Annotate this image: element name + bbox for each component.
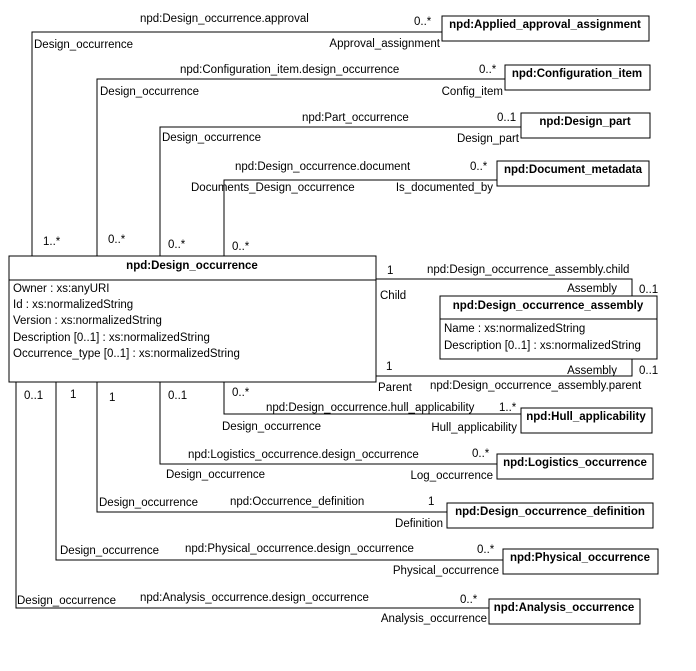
child-source-mult: 1 (387, 265, 394, 277)
logistics-assoc-name: npd:Logistics_occurrence.design_occurrence (188, 449, 419, 461)
class-configuration-item[interactable] (505, 65, 650, 90)
approval-source-mult: 1..* (43, 236, 61, 248)
assembly-class-name: npd:Design_occurrence_assembly (452, 300, 644, 312)
hull-target-role: Hull_applicability (431, 422, 517, 434)
logistics-source-mult: 0..1 (168, 390, 188, 402)
analysis-source-mult: 0..1 (24, 390, 44, 402)
definition-source-role: Design_occurrence (99, 497, 199, 509)
part-assoc-name: npd:Part_occurrence (302, 112, 409, 124)
class-design-part-name: npd:Design_part (539, 116, 631, 128)
approval-target-role: Approval_assignment (329, 38, 440, 50)
hull-target-mult: 1..* (499, 402, 517, 414)
part-target-role: Design_part (456, 133, 519, 145)
assembly-attr-name: Name : xs:normalizedString (444, 323, 586, 335)
config-source-role: Design_occurrence (100, 86, 200, 98)
analysis-source-role: Design_occurrence (17, 595, 117, 607)
main-attr-version: Version : xs:normalizedString (13, 315, 162, 327)
part-source-role: Design_occurrence (162, 132, 262, 144)
class-applied-approval[interactable] (442, 16, 649, 41)
assembly-attr-description: Description [0..1] : xs:normalizedString (444, 340, 641, 352)
assembly-class-box[interactable] (440, 296, 657, 359)
definition-target-role: Definition (395, 518, 443, 530)
config-assoc-name: npd:Configuration_item.design_occurrence (180, 64, 400, 76)
approval-source-role: Design_occurrence (34, 39, 134, 51)
logistics-source-role: Design_occurrence (166, 469, 266, 481)
parent-target-role: Assembly (567, 365, 617, 377)
class-logistics-occurrence[interactable] (497, 454, 653, 479)
child-target-mult: 0..1 (639, 284, 659, 296)
main-class-name: npd:Design_occurrence (126, 260, 258, 272)
approval-assoc-name: npd:Design_occurrence.approval (140, 13, 309, 25)
approval-target-mult: 0..* (414, 16, 432, 28)
main-attr-id: Id : xs:normalizedString (13, 299, 134, 311)
class-logistics-occurrence-name: npd:Logistics_occurrence (503, 457, 647, 469)
parent-target-mult: 0..1 (639, 365, 659, 377)
child-assoc-name: npd:Design_occurrence_assembly.child (427, 264, 630, 276)
class-applied-approval-name: npd:Applied_approval_assignment (449, 19, 641, 31)
definition-target-mult: 1 (428, 496, 435, 508)
physical-target-role: Physical_occurrence (392, 565, 499, 577)
analysis-target-role: Analysis_occurrence (380, 613, 487, 625)
main-attr-description: Description [0..1] : xs:normalizedString (13, 332, 210, 344)
class-hull-applicability-name: npd:Hull_applicability (526, 411, 646, 423)
analysis-target-mult: 0..* (460, 594, 478, 606)
class-physical-occurrence[interactable] (503, 549, 658, 574)
class-hull-applicability[interactable] (521, 408, 652, 433)
physical-assoc-name: npd:Physical_occurrence.design_occurrence (185, 543, 414, 555)
document-assoc-name: npd:Design_occurrence.document (235, 161, 411, 173)
class-design-part[interactable] (521, 113, 650, 138)
document-source-role: Documents_Design_occurrence (191, 182, 355, 194)
class-design-occurrence-definition-name: npd:Design_occurrence_definition (455, 506, 645, 518)
main-class-box[interactable] (9, 256, 376, 382)
part-source-mult: 0..* (168, 239, 186, 251)
class-physical-occurrence-name: npd:Physical_occurrence (510, 552, 650, 564)
hull-assoc-name: npd:Design_occurrence.hull_applicability (266, 402, 475, 414)
config-source-mult: 0..* (108, 234, 126, 246)
config-target-role: Config_item (441, 86, 503, 98)
physical-source-mult: 1 (70, 389, 77, 401)
main-attr-occurrence-type: Occurrence_type [0..1] : xs:normalizedString (13, 348, 240, 360)
class-analysis-occurrence[interactable] (489, 599, 640, 624)
logistics-target-role: Log_occurrence (410, 470, 493, 482)
hull-source-mult: 0..* (232, 387, 250, 399)
class-configuration-item-name: npd:Configuration_item (511, 68, 643, 80)
physical-target-mult: 0..* (477, 544, 495, 556)
class-design-occurrence-definition[interactable] (447, 503, 653, 528)
class-document-metadata-name: npd:Document_metadata (503, 164, 643, 176)
document-target-role: Is_documented_by (395, 182, 493, 194)
parent-source-role: Parent (378, 382, 412, 394)
parent-assoc-name: npd:Design_occurrence_assembly.parent (430, 380, 642, 392)
part-target-mult: 0..1 (497, 112, 517, 124)
child-source-role: Child (380, 290, 407, 302)
class-analysis-occurrence-name: npd:Analysis_occurrence (493, 602, 635, 614)
document-source-mult: 0..* (232, 241, 250, 253)
hull-source-role: Design_occurrence (222, 421, 322, 433)
config-target-mult: 0..* (479, 64, 497, 76)
class-document-metadata[interactable] (497, 161, 649, 186)
physical-source-role: Design_occurrence (60, 545, 160, 557)
parent-source-mult: 1 (386, 361, 393, 373)
definition-assoc-name: npd:Occurrence_definition (230, 496, 365, 508)
document-target-mult: 0..* (470, 161, 488, 173)
child-target-role: Assembly (567, 283, 617, 295)
main-attr-owner: Owner : xs:anyURI (13, 283, 110, 295)
logistics-target-mult: 0..* (472, 448, 490, 460)
analysis-assoc-name: npd:Analysis_occurrence.design_occurrence (140, 592, 369, 604)
definition-source-mult: 1 (109, 392, 116, 404)
